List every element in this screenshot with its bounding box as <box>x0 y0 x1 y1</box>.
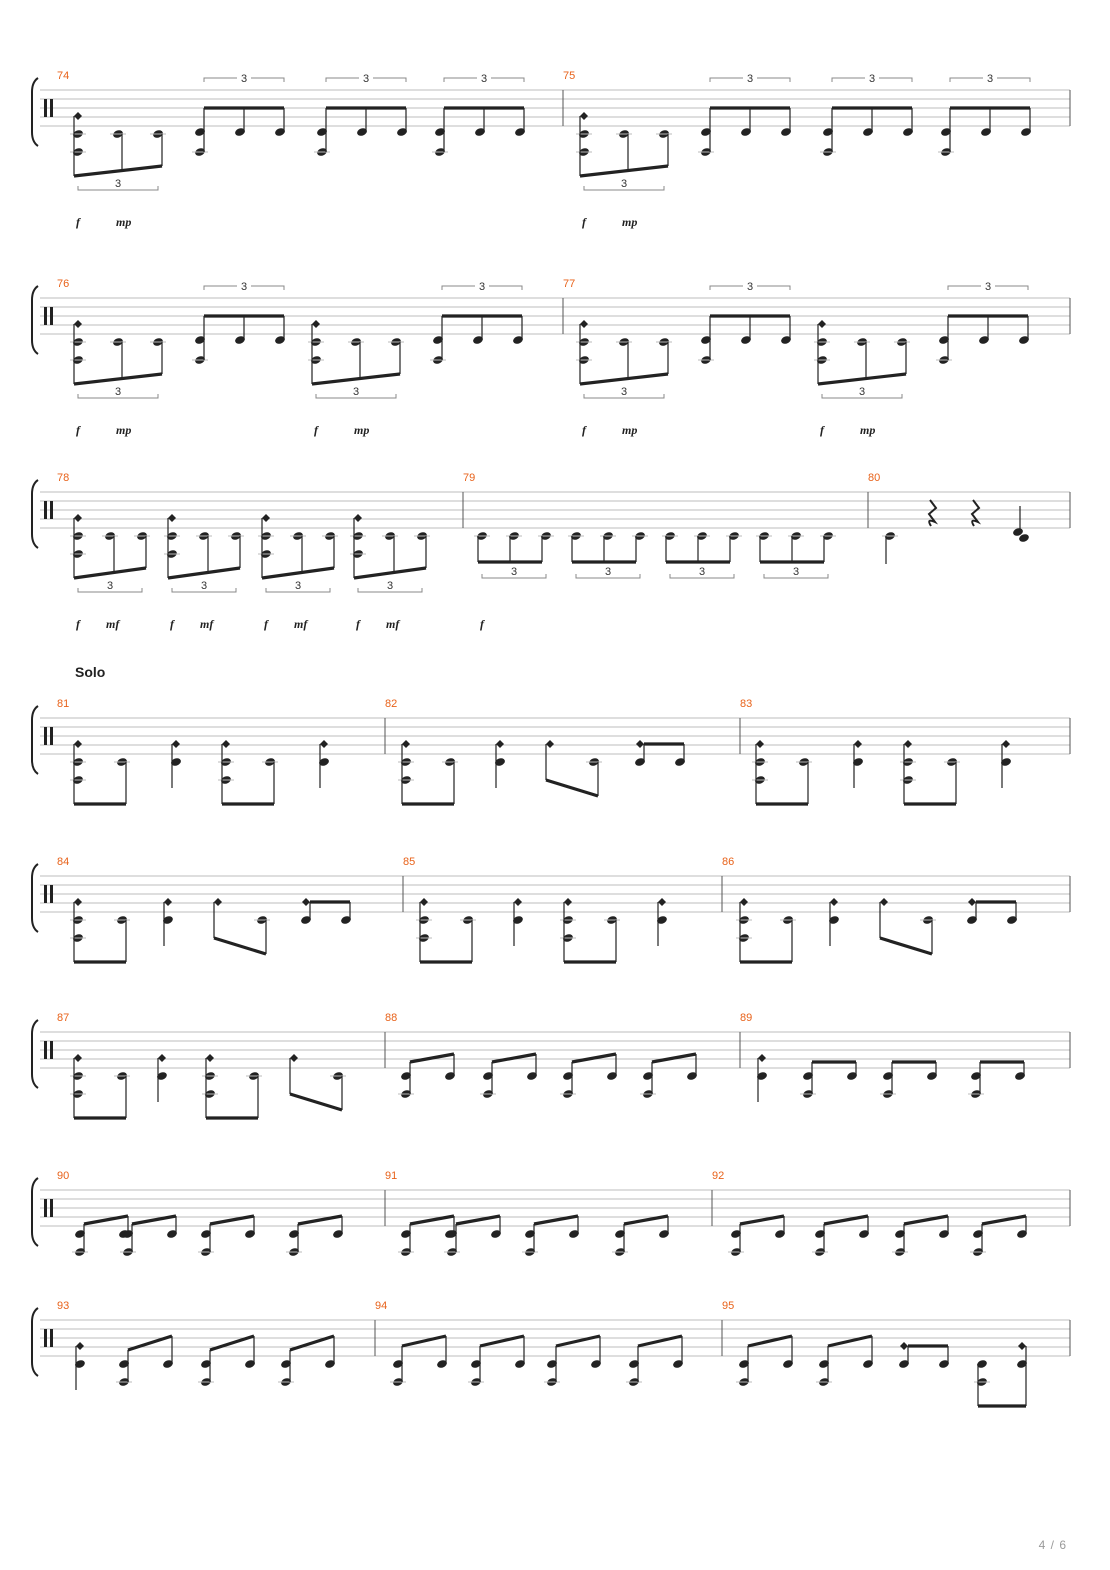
dynamic-marking: mf <box>200 617 214 631</box>
system-bracket <box>32 286 38 354</box>
note-beam <box>580 374 668 384</box>
cymbal-notehead <box>402 740 410 748</box>
tuplet-number: 3 <box>869 73 876 85</box>
cymbal-notehead <box>158 1054 166 1062</box>
tuplet-number: 3 <box>241 73 248 85</box>
system-bracket <box>32 1178 38 1246</box>
dynamic-marking: f <box>76 215 80 229</box>
measure-number: 88 <box>385 1012 398 1024</box>
measure-number: 80 <box>868 472 881 484</box>
measure-number: 78 <box>57 472 70 484</box>
percussion-clef <box>50 1329 53 1347</box>
cymbal-notehead <box>172 740 180 748</box>
cymbal-notehead <box>546 740 554 748</box>
tuplet-number: 3 <box>699 566 706 578</box>
tuplet-number: 3 <box>241 281 248 293</box>
note-beam <box>312 374 400 384</box>
measure-number: 81 <box>57 698 70 710</box>
measure-number: 94 <box>375 1300 388 1312</box>
system-bracket <box>32 706 38 774</box>
dynamic-marking: f <box>76 617 80 631</box>
tuplet-number: 3 <box>605 566 612 578</box>
cymbal-notehead <box>214 898 222 906</box>
measure-number: 83 <box>740 698 753 710</box>
cymbal-notehead <box>580 320 588 328</box>
dynamic-marking: mp <box>354 423 370 437</box>
dynamic-marking: mp <box>116 423 132 437</box>
system-bracket <box>32 480 38 548</box>
cymbal-notehead <box>636 740 644 748</box>
cymbal-notehead <box>206 1054 214 1062</box>
measure-number: 93 <box>57 1300 70 1312</box>
tuplet-number: 3 <box>201 580 208 592</box>
tuplet-number: 3 <box>621 178 628 190</box>
tuplet-number: 3 <box>363 73 370 85</box>
note-beam <box>74 374 162 384</box>
cymbal-notehead <box>76 1342 84 1350</box>
note-beam <box>880 938 932 954</box>
tuplet-number: 3 <box>387 580 394 592</box>
note-beam <box>580 166 668 176</box>
percussion-clef <box>44 307 47 325</box>
cymbal-notehead <box>900 1342 908 1350</box>
measure-number: 75 <box>563 70 576 82</box>
note-beam <box>572 1054 616 1062</box>
cymbal-notehead <box>354 514 362 522</box>
tuplet-number: 3 <box>511 566 518 578</box>
system-bracket <box>32 1020 38 1088</box>
measure-number: 74 <box>57 70 70 82</box>
tuplet-number: 3 <box>747 281 754 293</box>
cymbal-notehead <box>564 898 572 906</box>
cymbal-notehead <box>164 898 172 906</box>
cymbal-notehead <box>758 1054 766 1062</box>
system-bracket <box>32 1308 38 1376</box>
cymbal-notehead <box>74 112 82 120</box>
percussion-clef <box>50 99 53 117</box>
measure-number: 77 <box>563 278 576 290</box>
dynamic-marking: f <box>582 215 586 229</box>
page-number: 4 / 6 <box>1038 1538 1067 1552</box>
dynamic-marking: f <box>170 617 174 631</box>
system-bracket <box>32 78 38 146</box>
percussion-clef <box>44 99 47 117</box>
measure-number: 85 <box>403 856 416 868</box>
dynamic-marking: f <box>820 423 824 437</box>
cymbal-notehead <box>74 514 82 522</box>
cymbal-notehead <box>580 112 588 120</box>
measure-number: 95 <box>722 1300 735 1312</box>
percussion-clef <box>50 885 53 903</box>
cymbal-notehead <box>302 898 310 906</box>
percussion-clef <box>44 727 47 745</box>
tuplet-number: 3 <box>747 73 754 85</box>
dynamic-marking: f <box>314 423 318 437</box>
dynamic-marking: mp <box>622 215 638 229</box>
measure-number: 90 <box>57 1170 70 1182</box>
cymbal-notehead <box>1002 740 1010 748</box>
cymbal-notehead <box>514 898 522 906</box>
cymbal-notehead <box>1018 1342 1026 1350</box>
tuplet-number: 3 <box>621 386 628 398</box>
measure-number: 82 <box>385 698 398 710</box>
cymbal-notehead <box>496 740 504 748</box>
measure-number: 86 <box>722 856 735 868</box>
note-beam <box>74 568 146 578</box>
cymbal-notehead <box>756 740 764 748</box>
dynamic-marking: mf <box>106 617 120 631</box>
dynamic-marking: mp <box>116 215 132 229</box>
tuplet-number: 3 <box>115 178 122 190</box>
tuplet-number: 3 <box>479 281 486 293</box>
section-label-solo: Solo <box>75 664 106 680</box>
cymbal-notehead <box>818 320 826 328</box>
cymbal-notehead <box>74 898 82 906</box>
measure-number: 76 <box>57 278 70 290</box>
measure-number: 87 <box>57 1012 70 1024</box>
cymbal-notehead <box>74 1054 82 1062</box>
dynamic-marking: mf <box>294 617 308 631</box>
system-bracket <box>32 864 38 932</box>
note-beam <box>410 1054 454 1062</box>
tuplet-number: 3 <box>115 386 122 398</box>
tuplet-number: 3 <box>793 566 800 578</box>
quarter-rest <box>929 500 936 526</box>
cymbal-notehead <box>968 898 976 906</box>
quarter-rest <box>972 500 979 526</box>
note-beam <box>262 568 334 578</box>
percussion-clef <box>44 1041 47 1059</box>
dynamic-marking: mp <box>622 423 638 437</box>
tuplet-number: 3 <box>107 580 114 592</box>
tuplet-number: 3 <box>295 580 302 592</box>
tuplet-number: 3 <box>985 281 992 293</box>
tuplet-number: 3 <box>987 73 994 85</box>
measure-number: 84 <box>57 856 70 868</box>
percussion-clef <box>50 1199 53 1217</box>
cymbal-notehead <box>320 740 328 748</box>
percussion-clef <box>44 1329 47 1347</box>
dynamic-marking: f <box>480 617 484 631</box>
cymbal-notehead <box>880 898 888 906</box>
measure-number: 91 <box>385 1170 398 1182</box>
dynamic-marking: f <box>76 423 80 437</box>
dynamic-marking: mp <box>860 423 876 437</box>
note-beam <box>354 568 426 578</box>
percussion-clef <box>44 1199 47 1217</box>
note-beam <box>74 166 162 176</box>
cymbal-notehead <box>658 898 666 906</box>
dynamic-marking: f <box>356 617 360 631</box>
percussion-clef <box>50 501 53 519</box>
note-beam <box>652 1054 696 1062</box>
cymbal-notehead <box>74 740 82 748</box>
cymbal-notehead <box>262 514 270 522</box>
note-beam <box>546 780 598 796</box>
note-beam <box>492 1054 536 1062</box>
cymbal-notehead <box>904 740 912 748</box>
measure-number: 92 <box>712 1170 725 1182</box>
tuplet-number: 3 <box>859 386 866 398</box>
dynamic-marking: f <box>264 617 268 631</box>
note-beam <box>168 568 240 578</box>
tuplet-number: 3 <box>481 73 488 85</box>
cymbal-notehead <box>74 320 82 328</box>
note-beam <box>214 938 266 954</box>
note-beam <box>818 374 906 384</box>
cymbal-notehead <box>854 740 862 748</box>
cymbal-notehead <box>222 740 230 748</box>
note-beam <box>290 1094 342 1110</box>
tuplet-number: 3 <box>353 386 360 398</box>
cymbal-notehead <box>290 1054 298 1062</box>
cymbal-notehead <box>168 514 176 522</box>
percussion-clef <box>50 727 53 745</box>
cymbal-notehead <box>420 898 428 906</box>
percussion-clef <box>50 307 53 325</box>
dynamic-marking: mf <box>386 617 400 631</box>
measure-number: 79 <box>463 472 476 484</box>
cymbal-notehead <box>830 898 838 906</box>
percussion-clef <box>44 501 47 519</box>
cymbal-notehead <box>740 898 748 906</box>
cymbal-notehead <box>312 320 320 328</box>
percussion-clef <box>50 1041 53 1059</box>
measure-number: 89 <box>740 1012 753 1024</box>
percussion-clef <box>44 885 47 903</box>
dynamic-marking: f <box>582 423 586 437</box>
